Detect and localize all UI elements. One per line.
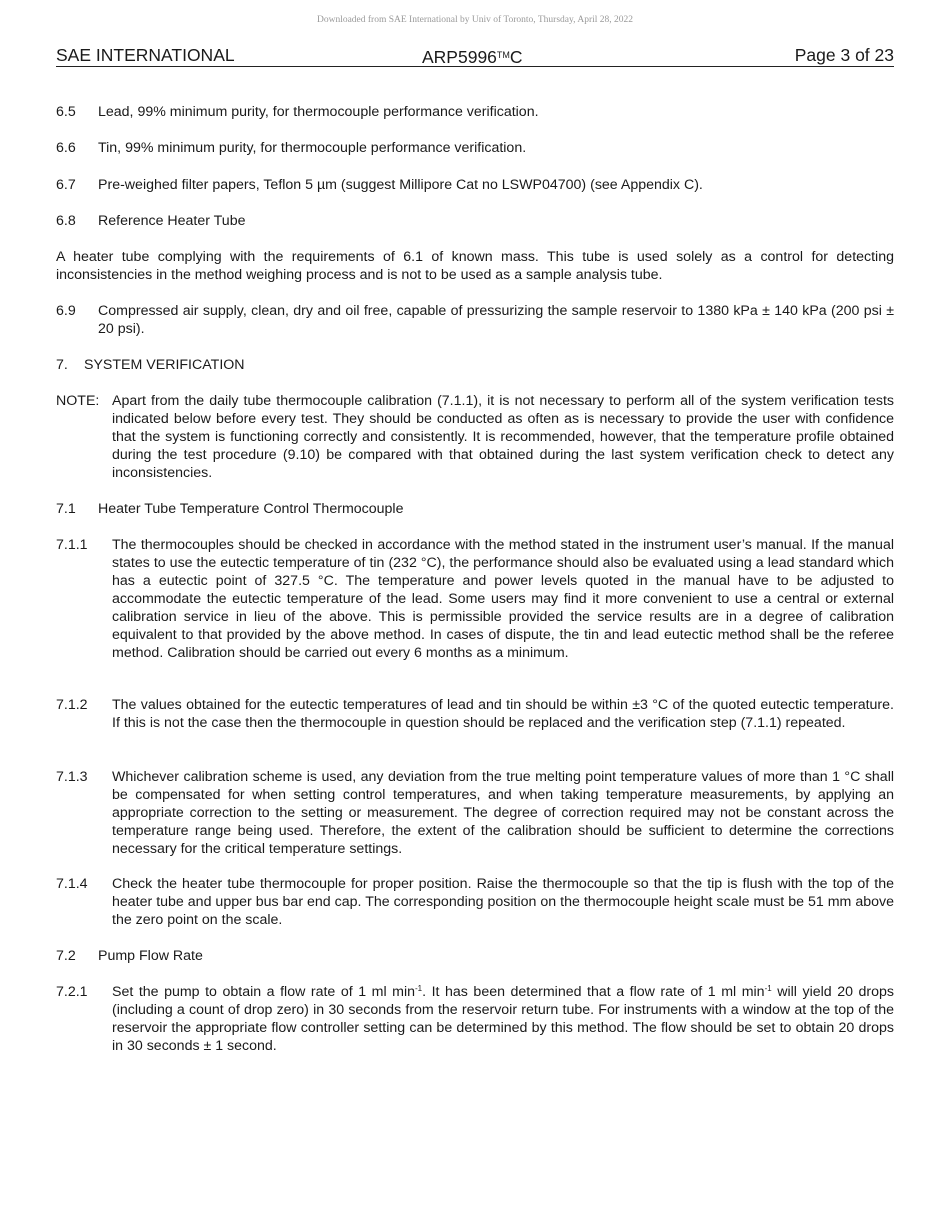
section-7-1-2	[56, 696, 894, 732]
section-7-1-4	[56, 875, 894, 929]
superscript: -1	[764, 984, 772, 993]
section-text: Whichever calibration scheme is used, any deviation from the true melting point temperature values of more than 1 °C shall be compensated for when setting control temperatures, and when taking temperature measurements, by applying an appropriate correction to the setting or measurement. The degree of correction required may not be constant across the temperature range being used. Therefore, the extent of the calibration should be sufficient to determine the corrections necessary for the critical temperature settings.	[112, 769, 894, 857]
section-heading: SYSTEM VERIFICATION	[84, 357, 245, 373]
section-text: Check the heater tube thermocouple for proper position. Raise the thermocouple so that the tip is flush with the top of the heater tube and upper bus bar end cap. The corresponding position on the thermocouple height scale must be 51 mm above the zero point on the scale.	[112, 876, 894, 928]
text-part: Set the pump to obtain a flow rate of 1 ml min	[112, 984, 415, 1000]
text-part: . It has been determined that a flow rate of 1 ml min	[422, 984, 765, 1000]
section-text: The thermocouples should be checked in accordance with the method stated in the instrument user’s manual. If the manual states to use the eutectic temperature of tin (232 °C), the performance should also be evaluated using a lead standard which has a eutectic point of 327.5 °C. The temperature and power levels quoted in the manual have to be adjusted to accommodate the eutectic temperature of the lead. Some users may find it more convenient to use a central or external calibration service in lieu of the above. This is permissible provided the service results are in a degree of calibration equivalent to that provided by the above method. In cases of dispute, the tin and lead eutectic method shall be the referee method. Calibration should be carried out every 6 months as a minimum.	[112, 537, 894, 661]
section-number: 7.1	[56, 501, 76, 517]
section-7-1-3	[56, 768, 894, 858]
note-text: Apart from the daily tube thermocouple calibration (7.1.1), it is not necessary to perform all of the system verification tests indicated below before every test. They should be conducted as often as is necessary to provide the user with confidence that the system is functioning correctly and consistently. It is recommended, however, that the temperature profile obtained during the test procedure (9.10) be compared with that obtained during the last system verification check to detect any inconsistencies.	[112, 393, 894, 481]
download-watermark: Downloaded from SAE International by Univ of Toronto, Thursday, April 28, 2022	[316, 15, 634, 25]
paragraph-6-8: A heater tube complying with the requirements of 6.1 of known mass. This tube is used solely as a control for detecting inconsistencies in the method weighing process and is not to be used as a sample analysis tube.	[56, 249, 894, 283]
section-heading: Reference Heater Tube	[98, 213, 246, 229]
section-text: The values obtained for the eutectic temperatures of lead and tin should be within ±3 °C of the quoted eutectic temperature. If this is not the case then the thermocouple in question should be replaced and the verification step (7.1.1) repeated.	[112, 697, 894, 731]
section-number: 7.1.1	[56, 537, 88, 553]
doc-id-prefix: ARP5996	[422, 47, 497, 67]
section-number: 6.7	[56, 177, 76, 193]
section-number: 6.6	[56, 140, 76, 156]
section-number: 7.1.2	[56, 697, 88, 713]
section-7-heading	[56, 356, 894, 374]
section-text: Pre-weighed filter papers, Teflon 5 µm (suggest Millipore Cat no LSWP04700) (see Appendix C).	[98, 177, 703, 193]
section-7-1-1	[56, 536, 894, 662]
section-6-6	[56, 139, 894, 157]
section-number: 7.1.3	[56, 769, 88, 785]
superscript: -1	[415, 984, 423, 993]
section-number: 6.9	[56, 303, 76, 319]
section-6-7	[56, 176, 894, 194]
header-organization: SAE INTERNATIONAL	[56, 45, 235, 65]
header-page-number: Page 3 of 23	[794, 45, 894, 65]
section-text: Compressed air supply, clean, dry and oil free, capable of pressurizing the sample reservoir to 1380 kPa ± 140 kPa (200 psi ± 20 psi).	[98, 303, 894, 337]
section-7-2-1	[56, 983, 894, 1055]
section-text: Tin, 99% minimum purity, for thermocouple performance verification.	[98, 140, 527, 156]
section-6-9	[56, 302, 894, 338]
text-part: will yield 20 drops (including a count of drop zero) in 30 seconds from the reservoir return tube. For instruments with a window at the top of the reservoir the appropriate flow controller setting can be determined by this method. The flow should be set to obtain 20 drops in 30 seconds ± 1 second.	[112, 984, 894, 1054]
header-document-id	[422, 44, 523, 68]
section-number: 6.5	[56, 104, 76, 120]
trademark-mark: TM	[496, 50, 510, 60]
section-text: Lead, 99% minimum purity, for thermocouple performance verification.	[98, 104, 539, 120]
section-number: 7.	[56, 357, 68, 373]
section-number: 6.8	[56, 213, 76, 229]
doc-id-suffix: C	[509, 47, 523, 67]
section-7-2-heading	[56, 947, 894, 965]
note-block	[56, 392, 894, 482]
section-heading: Heater Tube Temperature Control Thermocouple	[98, 501, 404, 517]
section-number: 7.1.4	[56, 876, 88, 892]
note-label: NOTE:	[56, 393, 100, 409]
section-heading: Pump Flow Rate	[98, 948, 203, 964]
section-number: 7.2	[56, 948, 76, 964]
section-6-5	[56, 103, 894, 121]
page-header	[56, 44, 894, 67]
section-text	[56, 983, 894, 1055]
section-number: 7.2.1	[56, 984, 88, 1000]
section-7-1-heading	[56, 500, 894, 518]
section-6-8-heading	[56, 212, 894, 230]
